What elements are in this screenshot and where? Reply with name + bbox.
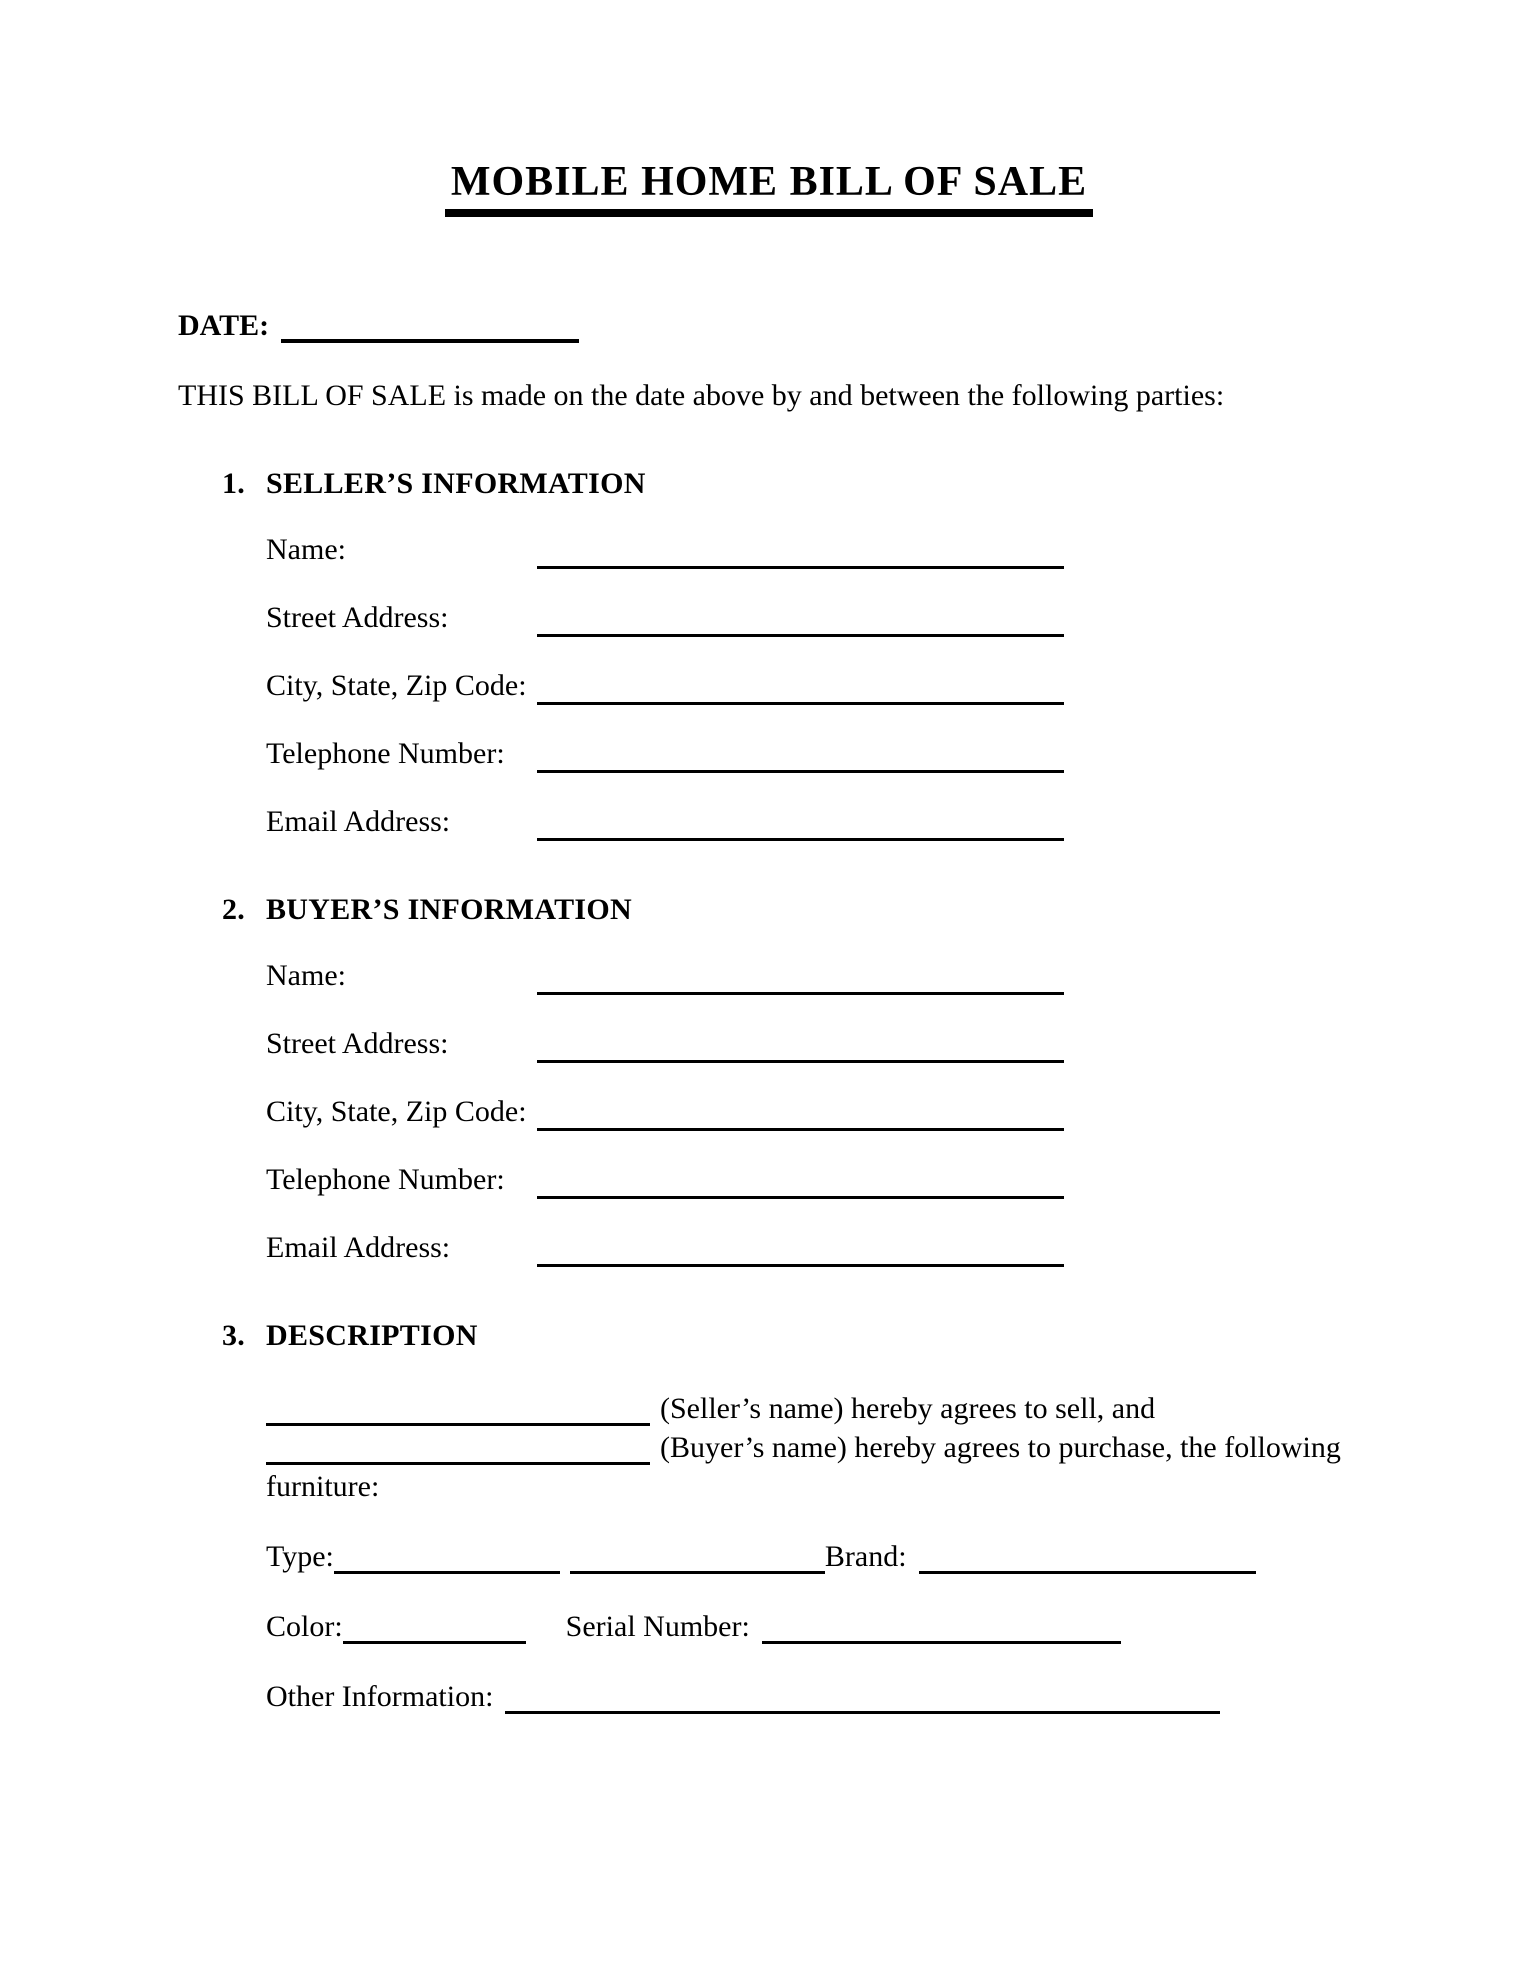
serial-number-label: Serial Number:	[565, 1610, 750, 1643]
seller-city-state-zip-blank-line	[537, 696, 1064, 705]
color-blank-line	[343, 1641, 526, 1644]
buyer-city-state-zip-blank-line	[537, 1122, 1064, 1131]
field-row-buyer-telephone	[266, 1160, 1390, 1199]
date-label: DATE:	[178, 309, 270, 342]
section-title: SELLER’S INFORMATION	[266, 467, 646, 500]
brand-blank-line	[919, 1571, 1256, 1574]
buyer-fields	[178, 956, 1390, 1267]
seller-street-address-blank-line	[537, 628, 1064, 637]
field-label: Email Address:	[266, 805, 451, 838]
section-description	[178, 1319, 1390, 1716]
color-serial-row	[266, 1608, 1390, 1646]
color-label: Color:	[266, 1610, 343, 1643]
section-title: BUYER’S INFORMATION	[266, 893, 632, 926]
other-information-row	[266, 1678, 1390, 1716]
section-heading-buyer	[222, 893, 1390, 927]
field-label: Street Address:	[266, 1027, 449, 1060]
buyer-name-blank	[266, 1462, 650, 1465]
field-row-buyer-email	[266, 1228, 1390, 1267]
type-blank-line-1	[334, 1571, 560, 1574]
seller-name-blank-line	[537, 560, 1064, 569]
field-row-seller-street-address	[266, 598, 1390, 637]
type-brand-row	[266, 1538, 1390, 1576]
seller-agreement-text: (Seller’s name) hereby agrees to sell, and	[660, 1392, 1156, 1425]
other-information-blank-line	[505, 1711, 1220, 1714]
type-label: Type:	[266, 1540, 334, 1573]
field-row-buyer-city-state-zip	[266, 1092, 1390, 1131]
field-label: Name:	[266, 959, 346, 992]
furniture-label: furniture:	[266, 1470, 380, 1503]
buyer-name-agreement-line	[266, 1428, 1390, 1467]
field-row-seller-telephone	[266, 734, 1390, 773]
buyer-agreement-text: (Buyer’s name) hereby agrees to purchase, the following	[660, 1431, 1341, 1464]
field-label: City, State, Zip Code:	[266, 669, 527, 702]
buyer-street-address-blank-line	[537, 1054, 1064, 1063]
seller-email-blank-line	[537, 832, 1064, 841]
field-row-buyer-name	[266, 956, 1390, 995]
description-agreement-paragraph	[266, 1389, 1390, 1506]
seller-name-agreement-line	[266, 1389, 1390, 1428]
section-heading-description	[222, 1319, 1390, 1353]
field-row-buyer-street-address	[266, 1024, 1390, 1063]
seller-name-blank	[266, 1423, 650, 1426]
field-label: Telephone Number:	[266, 737, 505, 770]
section-buyer-information	[178, 893, 1390, 1267]
buyer-email-blank-line	[537, 1258, 1064, 1267]
section-number: 3.	[222, 1319, 246, 1352]
field-label: Telephone Number:	[266, 1163, 505, 1196]
seller-telephone-blank-line	[537, 764, 1064, 773]
buyer-name-blank-line	[537, 986, 1064, 995]
field-label: Name:	[266, 533, 346, 566]
date-blank-line	[281, 339, 579, 343]
field-label: Street Address:	[266, 601, 449, 634]
other-information-label: Other Information:	[266, 1680, 494, 1713]
section-title: DESCRIPTION	[266, 1319, 478, 1352]
document-title-text: MOBILE HOME BILL OF SALE	[445, 158, 1093, 217]
buyer-telephone-blank-line	[537, 1190, 1064, 1199]
document-title	[178, 158, 1360, 217]
serial-number-blank-line	[762, 1641, 1121, 1644]
field-row-seller-email	[266, 802, 1390, 841]
field-label: Email Address:	[266, 1231, 451, 1264]
seller-fields	[178, 530, 1390, 841]
field-row-seller-city-state-zip	[266, 666, 1390, 705]
type-blank-line-2	[570, 1571, 825, 1574]
field-row-seller-name	[266, 530, 1390, 569]
section-number: 1.	[222, 467, 246, 500]
section-seller-information	[178, 467, 1390, 841]
date-row	[178, 309, 1390, 343]
section-heading-seller	[222, 467, 1390, 501]
field-label: City, State, Zip Code:	[266, 1095, 527, 1128]
section-number: 2.	[222, 893, 246, 926]
brand-label: Brand:	[824, 1540, 907, 1573]
intro-text: THIS BILL OF SALE is made on the date above by and between the following parties:	[178, 379, 1225, 412]
